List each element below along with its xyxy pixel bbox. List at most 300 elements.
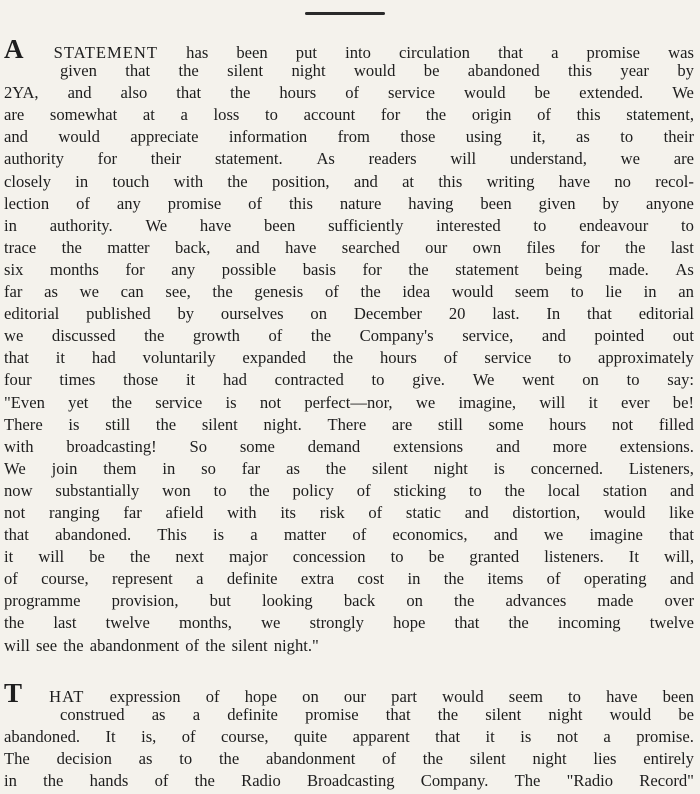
word: the — [332, 348, 354, 368]
word: the — [408, 259, 429, 279]
word: the — [155, 414, 177, 434]
text-line — [4, 436, 694, 458]
word: be! — [672, 392, 694, 412]
word: our — [343, 686, 367, 706]
word: be — [423, 61, 440, 81]
word: silent — [201, 414, 238, 434]
word: information — [228, 127, 308, 147]
word: the — [443, 569, 465, 589]
word: the — [227, 171, 248, 191]
word: be — [428, 547, 445, 567]
word: would — [464, 83, 506, 103]
word: an — [678, 282, 694, 302]
word: to — [533, 215, 547, 235]
word: this — [438, 171, 463, 191]
text-line — [4, 635, 694, 657]
word: that — [435, 726, 461, 746]
word: been — [236, 43, 268, 62]
word: station — [602, 480, 648, 500]
word: of — [368, 502, 383, 522]
word: concerned. — [530, 458, 604, 478]
word: demand — [307, 436, 361, 456]
word: night — [433, 458, 468, 478]
word: still — [105, 414, 131, 434]
word: The — [514, 771, 541, 790]
word: loss — [213, 105, 240, 125]
word: last — [670, 237, 694, 257]
word: recol- — [655, 171, 694, 191]
word: expression — [109, 686, 181, 706]
word: own — [472, 237, 502, 257]
word: promise. — [636, 726, 694, 746]
word: strongly — [309, 613, 364, 633]
word: a — [180, 105, 188, 125]
word: looking — [261, 591, 313, 611]
word: silent — [227, 61, 264, 81]
word: the — [437, 704, 459, 724]
word: that — [4, 525, 29, 545]
word: We — [145, 215, 168, 235]
word: to — [265, 105, 278, 125]
word: would — [58, 127, 100, 147]
word: of — [537, 105, 551, 125]
word: six — [4, 259, 24, 279]
word: we — [543, 525, 564, 545]
word: in — [4, 215, 17, 235]
paragraph-1 — [4, 34, 694, 657]
word: the — [625, 237, 646, 257]
word: with — [4, 436, 34, 456]
word: ever — [620, 392, 650, 412]
text-line — [4, 480, 694, 502]
lead-word: STATEMENT — [53, 43, 159, 62]
word: quite — [293, 726, 328, 746]
word: by — [602, 193, 620, 213]
word: and — [464, 502, 489, 522]
word: distortion, — [512, 502, 581, 522]
word: silent — [371, 458, 408, 478]
word: and — [353, 171, 378, 191]
word: the — [218, 748, 240, 768]
word: lies — [593, 748, 617, 768]
word: a — [196, 569, 204, 589]
word: to — [179, 748, 193, 768]
word: for — [125, 259, 145, 279]
word: the — [194, 771, 215, 790]
word: back — [343, 591, 376, 611]
word: part — [391, 686, 417, 706]
word: is — [213, 525, 225, 545]
word: readers — [368, 149, 417, 169]
word: to — [468, 480, 482, 500]
word: statement, — [626, 105, 694, 125]
text-line — [4, 34, 694, 64]
text-line — [4, 193, 694, 215]
word: night — [532, 748, 567, 768]
word: the — [111, 392, 132, 412]
word: abandoned. — [55, 525, 132, 545]
word: economics, — [392, 525, 468, 545]
word: the — [454, 591, 475, 611]
word: to — [620, 127, 634, 147]
word: basis — [302, 259, 336, 279]
word: and — [493, 525, 518, 545]
word: published — [86, 304, 151, 324]
word: There — [4, 414, 43, 434]
word: We — [4, 458, 26, 478]
word: of — [205, 686, 220, 706]
word: service — [484, 348, 532, 368]
word: months — [49, 259, 99, 279]
word: extra — [300, 569, 335, 589]
word: hours — [279, 83, 317, 103]
text-line — [4, 458, 694, 480]
word: their — [663, 127, 694, 147]
word: "Radio — [566, 771, 614, 790]
text-line — [4, 770, 694, 792]
word: editorial — [638, 304, 694, 324]
word: our — [425, 237, 448, 257]
word: and — [541, 326, 566, 346]
word: 2YA, — [4, 83, 39, 103]
word: of — [352, 525, 367, 545]
word: would — [442, 686, 484, 706]
word: listeners. — [544, 547, 604, 567]
word: be — [89, 547, 105, 567]
word: broadcasting! — [66, 436, 157, 456]
word: decision — [56, 748, 112, 768]
word: hope — [393, 613, 426, 633]
text-line — [4, 237, 694, 259]
word: some — [239, 436, 275, 456]
word: to — [213, 480, 227, 500]
word: last. — [492, 304, 520, 324]
text-line — [4, 414, 694, 436]
word: approximately — [598, 348, 694, 368]
word: be — [678, 704, 694, 724]
word: been — [264, 215, 296, 235]
word: at — [142, 105, 155, 125]
word: far — [123, 502, 142, 522]
word: "Even — [4, 392, 45, 412]
word: in — [407, 569, 421, 589]
word: of — [248, 193, 262, 213]
word: promise — [586, 43, 640, 62]
word: so — [201, 458, 216, 478]
word: voluntarily — [142, 348, 216, 368]
word: a — [250, 525, 258, 545]
word: December — [353, 304, 423, 324]
word: extended. — [579, 83, 644, 103]
word: not — [611, 414, 634, 434]
word: on — [302, 686, 319, 706]
word: promise — [167, 193, 222, 213]
word: those — [400, 127, 436, 147]
word: service, — [462, 326, 514, 346]
word: to — [570, 282, 584, 302]
text-line — [4, 281, 694, 303]
word: them — [103, 458, 137, 478]
word: had — [222, 370, 247, 390]
text-line — [4, 546, 694, 568]
word: any — [116, 193, 141, 213]
word: it, — [532, 127, 546, 147]
word: understand, — [509, 149, 587, 169]
word: silent — [469, 748, 506, 768]
text-line — [4, 568, 694, 590]
word: Broadcasting — [306, 771, 395, 790]
text-line — [4, 612, 694, 634]
word: local — [547, 480, 580, 500]
word: of — [268, 326, 283, 346]
word: lection — [4, 193, 50, 213]
word: There — [327, 414, 367, 434]
word: the — [230, 83, 251, 103]
word: some — [488, 414, 524, 434]
word: those — [123, 370, 159, 390]
word: of — [181, 726, 196, 746]
word: authority — [4, 149, 64, 169]
word: the — [4, 613, 25, 633]
word: construed — [60, 704, 125, 724]
word: As — [675, 259, 694, 279]
word: are — [673, 149, 694, 169]
word: static — [405, 502, 441, 522]
word: matter — [283, 525, 327, 545]
word: of — [345, 83, 360, 103]
word: of — [76, 193, 90, 213]
word: pointed — [594, 326, 645, 346]
word: that — [586, 304, 612, 324]
word: authority. — [49, 215, 113, 235]
word: contracted — [274, 370, 344, 390]
text-line — [4, 502, 694, 524]
word: next — [175, 547, 204, 567]
word: not — [556, 726, 578, 746]
word: night. — [263, 414, 302, 434]
word: origin — [471, 105, 512, 125]
word: of — [382, 748, 396, 768]
word: in — [75, 171, 89, 191]
text-line — [4, 392, 694, 414]
word: the — [144, 326, 165, 346]
word: more — [552, 436, 587, 456]
word: programme — [4, 591, 81, 611]
word: having — [408, 193, 454, 213]
word: It — [105, 726, 116, 746]
word: twelve — [105, 613, 150, 633]
word: writing — [486, 171, 535, 191]
top-rule — [305, 12, 385, 15]
word: but — [209, 591, 231, 611]
word: seem — [508, 686, 543, 706]
word: not — [4, 502, 26, 522]
word: out — [672, 326, 694, 346]
word: substantially — [55, 480, 140, 500]
word: put — [295, 43, 318, 62]
word: into — [345, 43, 371, 62]
word: far — [241, 458, 261, 478]
text-line — [4, 325, 694, 347]
word: As — [316, 149, 335, 169]
word: for — [362, 259, 382, 279]
word: abandoned — [467, 61, 540, 81]
word: it — [185, 370, 196, 390]
word: it — [485, 726, 495, 746]
word: and — [669, 480, 694, 500]
text-line — [4, 677, 694, 708]
text-line — [4, 259, 694, 281]
word: imagine, — [458, 392, 517, 412]
word: to — [680, 215, 694, 235]
word: in — [162, 458, 176, 478]
word: the — [43, 771, 64, 790]
word: twelve — [649, 613, 694, 633]
word: yet — [68, 392, 89, 412]
word: using — [465, 127, 502, 147]
drop-cap: A — [4, 34, 24, 64]
word: in — [4, 771, 17, 790]
word: is — [68, 414, 80, 434]
text-line — [4, 748, 694, 770]
word: at — [402, 171, 415, 191]
word: had — [91, 348, 116, 368]
word: to — [626, 370, 640, 390]
word: the — [508, 613, 529, 633]
word: its — [280, 502, 296, 522]
text-line — [4, 215, 694, 237]
word: concession — [292, 547, 366, 567]
word: would — [603, 502, 646, 522]
word: have — [285, 237, 317, 257]
word: was — [668, 43, 694, 62]
word: for — [97, 149, 118, 169]
word: by — [177, 304, 195, 324]
word: statement. — [214, 149, 283, 169]
word: apparent — [352, 726, 410, 746]
word: four — [4, 370, 32, 390]
word: the — [178, 61, 199, 81]
word: as — [138, 748, 153, 768]
lead-word: HAT — [49, 686, 85, 706]
word: extensions — [393, 436, 464, 456]
word: imagine — [589, 525, 643, 545]
word: somewhat — [49, 105, 118, 125]
word: no — [614, 171, 631, 191]
word: months, — [178, 613, 232, 633]
word: of — [324, 282, 339, 302]
text-line — [4, 104, 694, 126]
word: last — [53, 613, 77, 633]
word: possible — [221, 259, 277, 279]
word: idea — [402, 282, 431, 302]
word: items — [487, 569, 524, 589]
word: as — [575, 127, 590, 147]
word: a — [551, 43, 559, 62]
word: we — [79, 282, 99, 302]
word: this — [568, 61, 593, 81]
word: ranging — [48, 502, 100, 522]
word: definite — [227, 704, 278, 724]
word: in — [643, 282, 657, 302]
word: nature — [339, 193, 382, 213]
word: searched — [341, 237, 400, 257]
word: see, — [165, 282, 191, 302]
word: position, — [271, 171, 330, 191]
word: trace — [4, 237, 37, 257]
word: not — [259, 392, 282, 412]
word: with — [173, 171, 204, 191]
word: that — [454, 613, 480, 633]
word: the — [504, 480, 525, 500]
word: We — [472, 370, 495, 390]
word: would — [451, 282, 494, 302]
word: will — [539, 392, 566, 412]
word: definite — [226, 569, 278, 589]
word: times — [59, 370, 96, 390]
word: sufficiently — [328, 215, 404, 235]
word: silent — [485, 704, 522, 724]
word: promise — [305, 704, 359, 724]
word: it — [4, 547, 14, 567]
word: the — [310, 326, 332, 346]
word: and — [669, 569, 694, 589]
word: is — [493, 458, 505, 478]
word: given — [60, 61, 97, 81]
word: of — [546, 569, 561, 589]
word: the — [61, 237, 82, 257]
word: provision, — [111, 591, 179, 611]
word: will — [450, 149, 477, 169]
word: Company's — [359, 326, 434, 346]
word: sticking — [393, 480, 447, 500]
word: on — [582, 370, 599, 390]
word: granted — [469, 547, 520, 567]
word: been — [662, 686, 694, 706]
word: will, — [664, 547, 694, 567]
word: course, — [41, 569, 89, 589]
word: and — [495, 436, 520, 456]
word: course, — [221, 726, 269, 746]
word: year — [620, 61, 649, 81]
word: has — [186, 43, 209, 62]
word: closely — [4, 171, 52, 191]
word: to — [371, 370, 385, 390]
word: files — [526, 237, 556, 257]
word: filled — [658, 414, 694, 434]
word: genesis — [254, 282, 304, 302]
word: join — [51, 458, 78, 478]
word: as — [286, 458, 300, 478]
word: circulation — [399, 43, 470, 62]
word: major — [228, 547, 268, 567]
word: on — [310, 304, 328, 324]
word: hours — [549, 414, 587, 434]
word: that — [669, 525, 694, 545]
word: have — [199, 215, 232, 235]
word: that — [385, 704, 411, 724]
word: Radio — [241, 771, 281, 790]
word: as — [151, 704, 166, 724]
word: lie — [605, 282, 622, 302]
text-line — [4, 171, 694, 193]
word: far — [4, 282, 23, 302]
text-line — [4, 704, 694, 726]
word: with — [227, 502, 257, 522]
word: being — [545, 259, 583, 279]
word: The — [4, 748, 30, 768]
word: that — [4, 348, 29, 368]
